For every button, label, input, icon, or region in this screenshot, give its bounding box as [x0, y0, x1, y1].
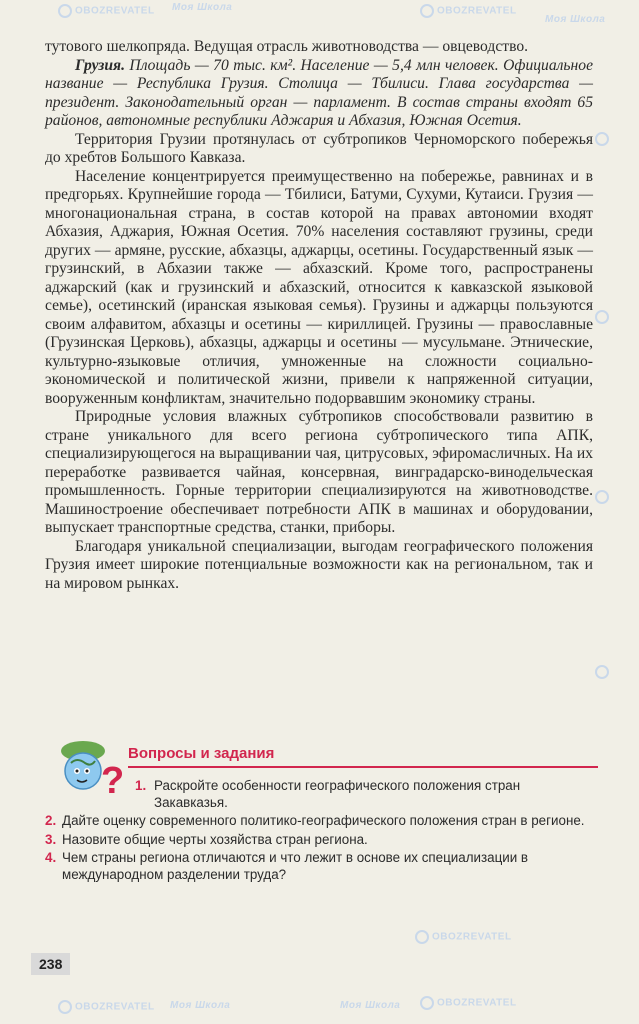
watermark: Моя Школа [545, 14, 606, 25]
watermark-logo-icon [595, 490, 609, 504]
watermark-logo-icon [420, 4, 434, 18]
watermark: OBOZREVATEL [58, 4, 155, 18]
question-text: Чем страны региона отличаются и что лежит в основе их специализации в международном разделении труда? [62, 850, 529, 882]
svg-text:?: ? [101, 760, 125, 802]
paragraph: тутового шелкопряда. Ведущая отрасль животноводства — овцеводство. [45, 38, 529, 55]
watermark: Моя Школа [340, 1000, 401, 1011]
watermark-logo-icon [420, 996, 434, 1010]
question-number: 1. [135, 778, 147, 793]
watermark-logo-icon [415, 930, 429, 944]
question-text: Дайте оценку современного политико-географического положения стран в регионе. [62, 813, 585, 828]
paragraph: Население концентрируется преимущественно на побережье, равнинах и в предгорьях. Крупнейшие города — Тбилиси, Батуми, Сухуми, Кутаиси. Грузия — многонациональная страна, в состав которой на правах автономии входят Абхазия, Аджария, Южная Осетия. 70% населения составляют грузины, среди других — армяне, русские, абхазцы, аджарцы, осетины. Государственный язык — грузинский, в Абхазии также — абхазский. Кроме того, распространены аджарский (как и грузинский и абхазский, относится к кавказской языковой семье), осетинский (иранская языковая семья). Грузины и аджарцы пользуются своим алфавитом, абхазцы и осетины — кириллицей. Грузины — православные (Грузинская Церковь), абхазцы, аджарцы и осетины — мусульмане. Этнические, культурно-языковые отличия, умноженные на сложности социально-экономической и политической жизни, привели к напряженной ситуации, вооруженным конфликтам, значительно подорвавшим экономику страны. [45, 167, 593, 407]
watermark [595, 132, 612, 146]
watermark-logo-icon [595, 310, 609, 324]
watermark-logo-icon [58, 4, 72, 18]
watermark-logo-icon [595, 132, 609, 146]
watermark: Моя Школа [172, 2, 233, 13]
watermark [595, 490, 612, 504]
title-underline [128, 766, 598, 768]
page-number: 238 [31, 953, 70, 975]
main-text [45, 38, 593, 593]
question-item [45, 813, 593, 830]
watermark-logo-icon [58, 1000, 72, 1014]
question-item [137, 778, 593, 811]
watermark: OBOZREVATEL [420, 4, 517, 18]
question-text: Раскройте особенности географического положения стран Закавказья. [154, 778, 521, 810]
paragraph: Благодаря уникальной специализации, выгодам географического положения Грузия имеет широкие потенциальные возможности как на региональном, так и на мировом рынках. [45, 537, 593, 592]
question-number: 4. [45, 850, 57, 865]
paragraph: Территория Грузии протянулась от субтропиков Черноморского побережья до хребтов Большого Кавказа. [45, 130, 593, 166]
paragraph: Природные условия влажных субтропиков способствовали развитию в стране уникального для всего региона субтропического типа АПК, специализирующегося на выращивании чая, цитрусовых, эфиромасличных. На их переработке развивается чайная, консервная, винградарско-винодельческая промышленность. Горные территории специализируются на животноводстве. Машиностроение обеспечивает потребности АПК в машинах и оборудовании, выпускает транспортные средства, станки, приборы. [45, 408, 593, 536]
watermark-logo-icon [595, 665, 609, 679]
watermark: OBOZREVATEL [415, 930, 512, 944]
question-number: 3. [45, 831, 57, 847]
watermark [595, 665, 612, 679]
questions-title: Вопросы и задания [128, 745, 275, 762]
watermark: OBOZREVATEL [58, 1000, 155, 1014]
country-fact-box [45, 57, 593, 131]
questions-list [45, 778, 593, 885]
question-item [45, 850, 593, 883]
watermark: Моя Школа [170, 1000, 231, 1011]
question-item [45, 832, 593, 849]
question-text: Назовите общие черты хозяйства стран региона. [62, 831, 368, 847]
watermark [595, 310, 612, 324]
watermark: OBOZREVATEL [420, 996, 517, 1010]
fact-label: Грузия. [75, 56, 125, 74]
fact-text: Площадь — 70 тыс. км². Население — 5,4 млн человек. Официальное название — Республика Грузия. Столица — Тбилиси. Глава государства — президент. Законодательный орган — парламент. В состав страны входят 65 районов, автономные республики Аджария и Абхазия, Южная Осетия. [45, 56, 593, 129]
question-number: 2. [45, 813, 57, 828]
